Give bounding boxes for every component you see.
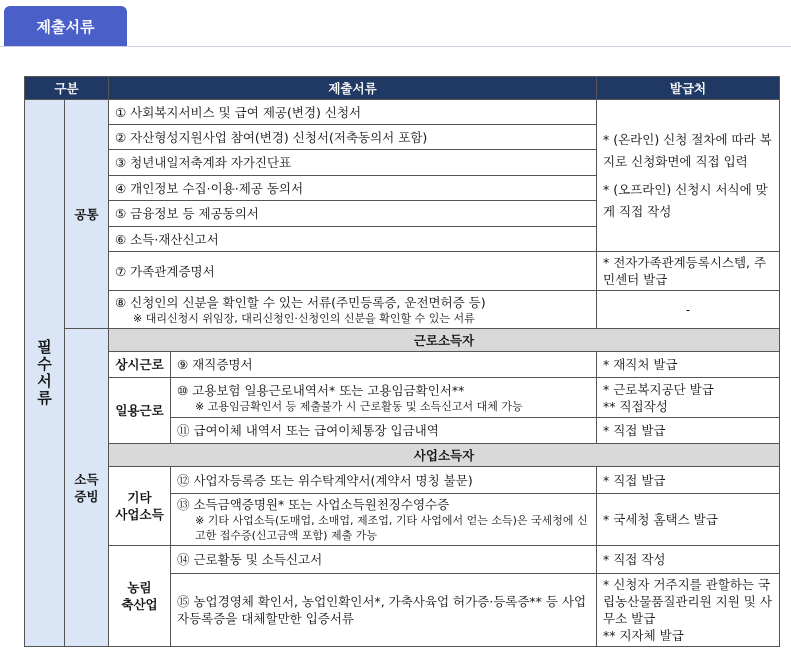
table-row	[25, 546, 780, 574]
tab-bar	[0, 0, 791, 47]
issuer-item: * 직접 발급	[597, 418, 780, 444]
issuer-item: * 재직처 발급	[597, 352, 780, 378]
sub-other-business	[109, 467, 171, 546]
doc-item: ④ 개인정보 수집·이용·제공 동의서	[109, 176, 597, 201]
doc-note: ※ 고용임금확인서 등 제출불가 시 근로활동 및 소득신고서 대체 가능	[195, 399, 523, 413]
issuer-offline: * (오프라인) 신청시 서식에 맞게 직접 작성	[603, 181, 768, 219]
doc-note: ※ 대리신청시 위임장, 대리신청인·신청인의 신분을 확인할 수 있는 서류	[133, 311, 475, 325]
required-documents-table	[24, 76, 780, 647]
section-row	[25, 329, 780, 352]
section-row	[25, 444, 780, 467]
doc-text: ⑧ 신청인의 신분을 확인할 수 있는 서류(주민등록증, 운전면허증 등)	[115, 294, 486, 310]
issuer-item: * 국세청 홈택스 발급	[597, 494, 780, 546]
table-row	[25, 252, 780, 291]
doc-item: ⑥ 소득·재산신고서	[109, 227, 597, 252]
sub-label: 기타 사업소득	[115, 490, 164, 522]
header-category: 구분	[25, 77, 109, 100]
doc-item: ③ 청년내일저축계좌 자가진단표	[109, 150, 597, 176]
issuer-item: * 전자가족관계등록시스템, 주민센터 발급	[597, 252, 780, 291]
tab-required-documents[interactable]: 제출서류	[4, 6, 127, 46]
doc-item: ⑦ 가족관계증명서	[109, 252, 597, 291]
category-required-docs	[25, 100, 65, 647]
subcategory-common: 공통	[65, 100, 109, 329]
table-row	[25, 378, 780, 418]
issuer-item	[597, 378, 780, 418]
doc-item	[109, 291, 597, 329]
table-header-row	[25, 77, 780, 100]
doc-item: ⑪ 급여이체 내역서 또는 급여이체통장 입금내역	[171, 418, 597, 444]
issuer-line: ** 직접작성	[603, 398, 668, 414]
table-row	[25, 467, 780, 494]
doc-item: ⑮ 농업경영체 확인서, 농업인확인서*, 가축사육업 허가증·등록증** 등 사업자등록증을 대체할만한 입증서류	[171, 574, 597, 647]
sub-label: 농림 축산업	[121, 580, 158, 612]
issuer-item: * 직접 작성	[597, 546, 780, 574]
issuer-line: * 근로복지공단 발급	[603, 381, 714, 397]
section-business-income: 사업소득자	[109, 444, 780, 467]
doc-item: ⑭ 근로활동 및 소득신고서	[171, 546, 597, 574]
sub-regular-work: 상시근로	[109, 352, 171, 378]
doc-item	[171, 378, 597, 418]
doc-text: ⑩ 고용보험 일용근로내역서* 또는 고용임금확인서**	[177, 382, 465, 398]
section-labor-income: 근로소득자	[109, 329, 780, 352]
issuer-line: ** 지자체 발급	[603, 628, 684, 643]
doc-item: ⑨ 재직증명서	[171, 352, 597, 378]
doc-item: ② 자산형성지원사업 참여(변경) 신청서(저축동의서 포함)	[109, 125, 597, 150]
issuer-item	[597, 574, 780, 647]
doc-note: ※ 기타 사업소득(도매업, 소매업, 제조업, 기타 사업에서 얻는 소득)은 국세청에 신고한 접수증(신고금액 포함) 제출 가능	[195, 514, 588, 542]
table-row	[25, 352, 780, 378]
header-issuer: 발급처	[597, 77, 780, 100]
sub-agri-livestock	[109, 546, 171, 647]
doc-text: ⑬ 소득금액증명원* 또는 사업소득원천징수영수증	[177, 497, 450, 512]
issuer-item: -	[597, 291, 780, 329]
issuer-online: * (온라인) 신청 절차에 따라 복지로 신청화면에 직접 입력	[603, 131, 772, 169]
issuer-item: * 직접 발급	[597, 467, 780, 494]
table-row	[25, 291, 780, 329]
table-row	[25, 100, 780, 125]
header-documents: 제출서류	[109, 77, 597, 100]
issuer-cell	[597, 100, 780, 252]
doc-item: ① 사회복지서비스 및 급여 제공(변경) 신청서	[109, 100, 597, 125]
issuer-line: * 신청자 거주지를 관할하는 국립농산물품질관리원 지원 및 사무소 발급	[603, 577, 772, 626]
sub-daily-work: 일용근로	[109, 378, 171, 444]
category-label: 필 수 서 류	[37, 338, 52, 407]
doc-item: ⑫ 사업자등록증 또는 위수탁계약서(계약서 명칭 불문)	[171, 467, 597, 494]
subcategory-label: 소득 증빙	[74, 471, 99, 504]
doc-item	[171, 494, 597, 546]
doc-item: ⑤ 금융정보 등 제공동의서	[109, 201, 597, 227]
subcategory-income-proof	[65, 329, 109, 647]
